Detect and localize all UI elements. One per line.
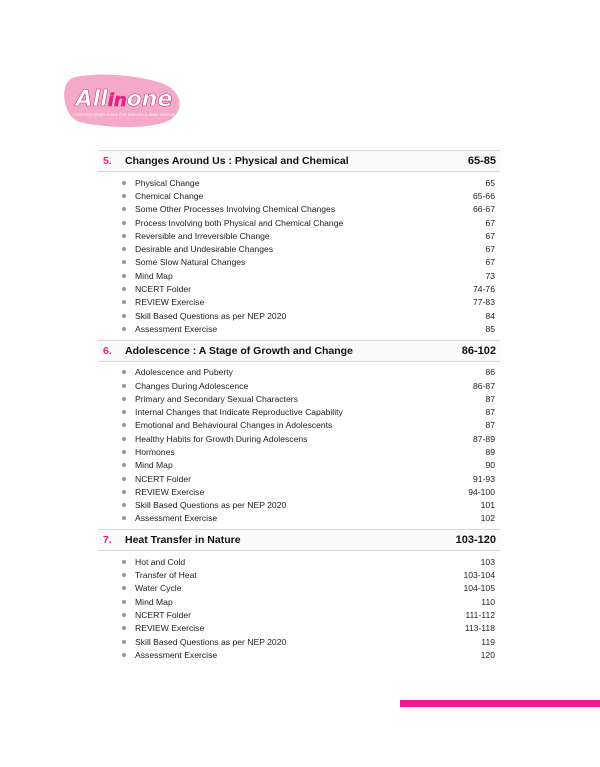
topic-page: 67 <box>485 230 495 241</box>
list-item[interactable] <box>98 392 500 405</box>
topic-list <box>98 362 500 530</box>
bullet-icon <box>122 626 126 630</box>
topic-page: 67 <box>485 217 495 228</box>
list-item[interactable] <box>98 459 500 472</box>
bullet-icon <box>122 221 126 225</box>
topic-label: Process Involving both Physical and Chemical Change <box>135 217 344 228</box>
list-item[interactable] <box>98 242 500 255</box>
topic-page: 65-66 <box>473 190 495 201</box>
svg-text:Allinone: Allinone <box>75 87 173 112</box>
topic-label: NCERT Folder <box>135 284 192 295</box>
list-item[interactable] <box>98 296 500 309</box>
topic-label: Mind Map <box>135 270 173 281</box>
bullet-icon <box>122 560 126 564</box>
logo-badge-icon <box>62 70 186 130</box>
topic-label: Skill Based Questions as per NEP 2020 <box>135 310 287 321</box>
topic-page: 87 <box>485 407 495 418</box>
topic-page: 90 <box>485 460 495 471</box>
chapter-heading[interactable] <box>98 150 500 172</box>
topic-page: 120 <box>480 649 495 660</box>
list-item[interactable] <box>98 485 500 498</box>
topic-label: Changes During Adolescence <box>135 380 249 391</box>
topic-label: Assessment Exercise <box>135 513 218 524</box>
list-item[interactable] <box>98 432 500 445</box>
bullet-icon <box>122 490 126 494</box>
chapter-heading[interactable] <box>98 529 500 551</box>
topic-label: Reversible and Irreversible Change <box>135 230 270 241</box>
topic-page: 94-100 <box>468 486 495 497</box>
bullet-icon <box>122 410 126 414</box>
topic-page: 77-83 <box>473 297 495 308</box>
bullet-icon <box>122 194 126 198</box>
bullet-icon <box>122 653 126 657</box>
list-item[interactable] <box>98 472 500 485</box>
topic-label: Healthy Habits for Growth During Adolescens <box>135 433 308 444</box>
topic-page: 101 <box>480 500 495 511</box>
list-item[interactable] <box>98 203 500 216</box>
bullet-icon <box>122 503 126 507</box>
topic-label: NCERT Folder <box>135 609 192 620</box>
list-item[interactable] <box>98 648 500 661</box>
topic-page: 91-93 <box>473 473 495 484</box>
list-item[interactable] <box>98 405 500 418</box>
topic-page: 73 <box>485 270 495 281</box>
bullet-icon <box>122 314 126 318</box>
topic-label: Internal Changes that Indicate Reproductive Capability <box>135 407 343 418</box>
list-item[interactable] <box>98 309 500 322</box>
topic-page: 67 <box>485 257 495 268</box>
bullet-icon <box>122 397 126 401</box>
list-item[interactable] <box>98 512 500 525</box>
list-item[interactable] <box>98 595 500 608</box>
bullet-icon <box>122 207 126 211</box>
list-item[interactable] <box>98 282 500 295</box>
topic-label: NCERT Folder <box>135 473 192 484</box>
chapter-number: 7. <box>103 534 112 547</box>
topic-page: 74-76 <box>473 284 495 295</box>
bullet-icon <box>122 327 126 331</box>
table-of-contents <box>98 150 500 666</box>
chapter-heading[interactable] <box>98 340 500 362</box>
list-item[interactable] <box>98 176 500 189</box>
chapter-pages: 86-102 <box>461 344 496 357</box>
topic-page: 87 <box>485 393 495 404</box>
list-item[interactable] <box>98 256 500 269</box>
topic-label: Physical Change <box>135 177 200 188</box>
topic-page: 66-67 <box>473 204 495 215</box>
topic-page: 87 <box>485 420 495 431</box>
bullet-icon <box>122 260 126 264</box>
topic-list <box>98 172 500 340</box>
topic-page: 87-89 <box>473 433 495 444</box>
topic-page: 85 <box>485 323 495 334</box>
list-item[interactable] <box>98 216 500 229</box>
bullet-icon <box>122 516 126 520</box>
topic-label: Mind Map <box>135 596 173 607</box>
bullet-icon <box>122 600 126 604</box>
topic-label: Some Slow Natural Changes <box>135 257 246 268</box>
topic-label: Hormones <box>135 446 175 457</box>
topic-label: REVIEW Exercise <box>135 623 205 634</box>
brand-logo <box>62 70 186 130</box>
bullet-icon <box>122 181 126 185</box>
topic-label: Primary and Secondary Sexual Characters <box>135 393 298 404</box>
bullet-icon <box>122 300 126 304</box>
svg-text:COMPLETE STUDY GUIDE FOR ENGLI: COMPLETE STUDY GUIDE FOR ENGLISH & HINDI MEDIUM <box>73 113 175 117</box>
topic-page: 111-112 <box>465 609 495 620</box>
list-item[interactable] <box>98 568 500 581</box>
topic-label: REVIEW Exercise <box>135 486 205 497</box>
list-item[interactable] <box>98 445 500 458</box>
topic-label: Chemical Change <box>135 190 204 201</box>
bullet-icon <box>122 640 126 644</box>
chapter-title: Heat Transfer in Nature <box>125 534 241 547</box>
chapter-pages: 103-120 <box>455 534 496 547</box>
topic-page: 84 <box>485 310 495 321</box>
bullet-icon <box>122 423 126 427</box>
topic-page: 103 <box>480 556 495 567</box>
topic-label: Emotional and Behavioural Changes in Adolescents <box>135 420 333 431</box>
list-item[interactable] <box>98 322 500 335</box>
bullet-icon <box>122 573 126 577</box>
list-item[interactable] <box>98 608 500 621</box>
topic-page: 86 <box>485 367 495 378</box>
chapter-title: Changes Around Us : Physical and Chemical <box>125 155 349 167</box>
chapter-number: 5. <box>103 155 112 167</box>
topic-label: Mind Map <box>135 460 173 471</box>
topic-label: Transfer of Heat <box>135 570 197 581</box>
topic-page: 103-104 <box>463 570 495 581</box>
topic-page: 110 <box>481 596 495 607</box>
bullet-icon <box>122 370 126 374</box>
bullet-icon <box>122 384 126 388</box>
list-item[interactable] <box>98 622 500 635</box>
list-item[interactable] <box>98 229 500 242</box>
topic-label: Hot and Cold <box>135 556 186 567</box>
list-item[interactable] <box>98 379 500 392</box>
topic-label: Skill Based Questions as per NEP 2020 <box>135 500 287 511</box>
chapter-pages: 65-85 <box>467 155 496 167</box>
bullet-icon <box>122 613 126 617</box>
topic-label: Desirable and Undesirable Changes <box>135 244 274 255</box>
bullet-icon <box>122 437 126 441</box>
topic-label: Assessment Exercise <box>135 323 218 334</box>
topic-page: 102 <box>480 513 495 524</box>
list-item[interactable] <box>98 366 500 379</box>
list-item[interactable] <box>98 555 500 568</box>
topic-label: Assessment Exercise <box>135 649 218 660</box>
topic-page: 113-118 <box>464 623 495 634</box>
list-item[interactable] <box>98 499 500 512</box>
topic-page: 86-87 <box>473 380 495 391</box>
list-item[interactable] <box>98 635 500 648</box>
bullet-icon <box>122 586 126 590</box>
bullet-icon <box>122 274 126 278</box>
topic-label: Adolescence and Puberty <box>135 367 233 378</box>
bullet-icon <box>122 477 126 481</box>
topic-label: Some Other Processes Involving Chemical Changes <box>135 204 336 215</box>
topic-page: 119 <box>481 636 495 647</box>
list-item[interactable] <box>98 189 500 202</box>
chapter-title: Adolescence : A Stage of Growth and Change <box>125 344 353 357</box>
topic-page: 104-105 <box>463 583 495 594</box>
bullet-icon <box>122 463 126 467</box>
list-item[interactable] <box>98 582 500 595</box>
topic-list <box>98 551 500 665</box>
topic-page: 67 <box>485 244 495 255</box>
topic-label: REVIEW Exercise <box>135 297 205 308</box>
bullet-icon <box>122 234 126 238</box>
accent-bar <box>400 700 600 707</box>
topic-page: 89 <box>485 446 495 457</box>
topic-label: Skill Based Questions as per NEP 2020 <box>135 636 287 647</box>
bullet-icon <box>122 450 126 454</box>
list-item[interactable] <box>98 269 500 282</box>
topic-page: 65 <box>485 177 495 188</box>
chapter-number: 6. <box>103 344 112 357</box>
bullet-icon <box>122 287 126 291</box>
list-item[interactable] <box>98 419 500 432</box>
topic-label: Water Cycle <box>135 583 182 594</box>
bullet-icon <box>122 247 126 251</box>
